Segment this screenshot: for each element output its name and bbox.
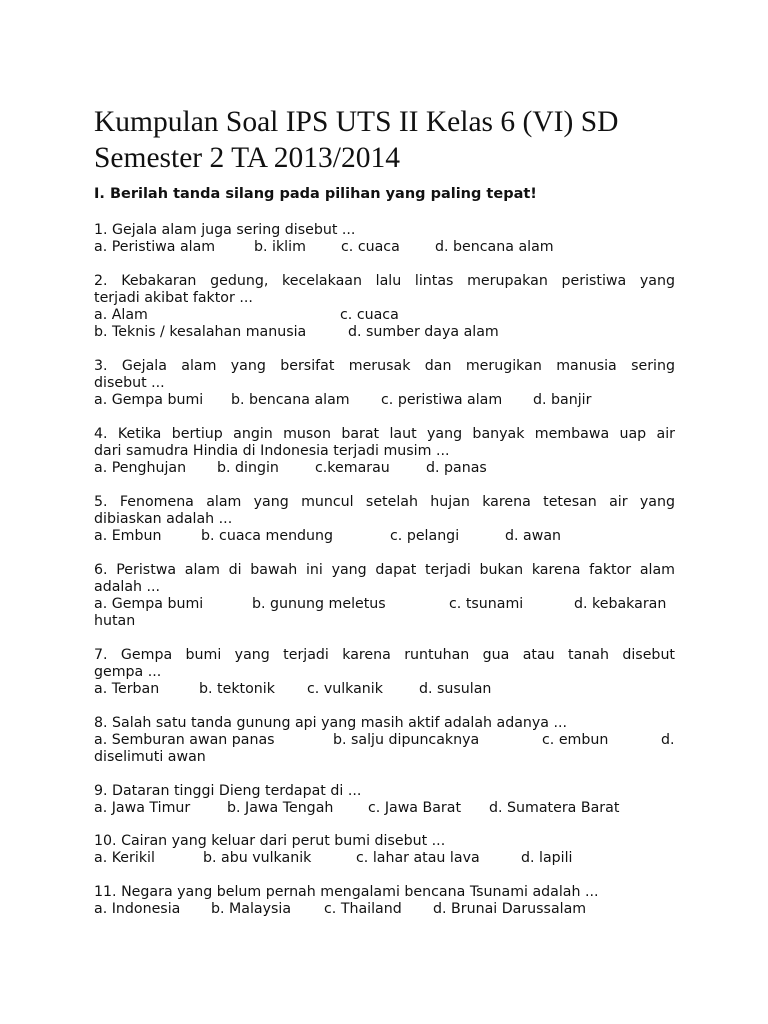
option-d: d. Brunai Darussalam: [433, 901, 587, 917]
option-b: b. abu vulkanik: [203, 850, 312, 866]
option-a: a. Penghujan: [94, 460, 187, 476]
option-c: c. cuaca: [340, 307, 399, 323]
option-b: b. dingin: [217, 460, 279, 476]
option-c: c. peristiwa alam: [381, 392, 503, 408]
question-text: 10. Cairan yang keluar dari perut bumi disebut ...: [94, 833, 446, 849]
option-d: d. bencana alam: [435, 239, 554, 255]
options-row: [94, 850, 675, 867]
option-d: d. kebakaran: [574, 596, 667, 612]
question-text: dibiaskan adalah ...: [94, 511, 233, 527]
option-b: b. cuaca mendung: [201, 528, 334, 544]
option-c: c. tsunami: [449, 596, 524, 612]
option-d: d. awan: [505, 528, 562, 544]
option-c: c. lahar atau lava: [356, 850, 480, 866]
question-10: [94, 833, 675, 867]
options-row: [94, 528, 675, 545]
question-5: [94, 494, 675, 545]
options-row: [94, 732, 675, 749]
question-1: [94, 222, 675, 256]
question-text: terjadi akibat faktor ...: [94, 290, 253, 306]
option-b: b. Teknis / kesalahan manusia: [94, 324, 307, 340]
question-text: gempa ...: [94, 664, 162, 680]
option-c: c. cuaca: [341, 239, 400, 255]
question-3: [94, 358, 675, 409]
option-a: a. Peristiwa alam: [94, 239, 216, 255]
question-2: [94, 273, 675, 341]
option-b: b. gunung meletus: [252, 596, 386, 612]
option-c: c. embun: [542, 732, 609, 748]
option-d: d. susulan: [419, 681, 492, 697]
option-d: d. panas: [426, 460, 487, 476]
option-a: a. Gempa bumi: [94, 596, 204, 612]
options-row: [94, 800, 675, 817]
options-row: [94, 460, 675, 477]
question-text: 6. Peristwa alam di bawah ini yang dapat terjadi bukan karena faktor alam: [94, 562, 675, 578]
options-row: [94, 392, 675, 409]
option-b: b. iklim: [254, 239, 306, 255]
options-row: [94, 901, 675, 918]
question-text: 1. Gejala alam juga sering disebut ...: [94, 222, 356, 238]
question-text: 2. Kebakaran gedung, kecelakaan lalu lintas merupakan peristiwa yang: [94, 273, 675, 289]
option-a: a. Alam: [94, 307, 148, 323]
question-7: [94, 647, 675, 698]
options-row: [94, 596, 675, 613]
option-d: d. lapili: [521, 850, 573, 866]
question-text: 11. Negara yang belum pernah mengalami bencana Tsunami adalah ...: [94, 884, 599, 900]
question-text: 4. Ketika bertiup angin muson barat laut yang banyak membawa uap air: [94, 426, 675, 442]
options-row: [94, 324, 675, 341]
option-c: c. Jawa Barat: [368, 800, 462, 816]
options-row: [94, 239, 675, 256]
option-c: c. pelangi: [390, 528, 460, 544]
question-11: [94, 884, 675, 918]
question-8: [94, 715, 675, 766]
option-a: a. Embun: [94, 528, 162, 544]
option-d: d.: [661, 732, 675, 748]
question-6: [94, 562, 675, 630]
option-a: a. Jawa Timur: [94, 800, 191, 816]
option-a: a. Gempa bumi: [94, 392, 204, 408]
option-continuation: diselimuti awan: [94, 749, 206, 765]
question-text: 8. Salah satu tanda gunung api yang masih aktif adalah adanya ...: [94, 715, 568, 731]
question-text: 7. Gempa bumi yang terjadi karena runtuhan gua atau tanah disebut: [94, 647, 675, 663]
option-continuation: hutan: [94, 613, 136, 629]
option-d: d. sumber daya alam: [348, 324, 499, 340]
question-text: dari samudra Hindia di Indonesia terjadi musim ...: [94, 443, 450, 459]
option-b: b. Jawa Tengah: [227, 800, 334, 816]
question-text: 3. Gejala alam yang bersifat merusak dan merugikan manusia sering: [94, 358, 675, 374]
question-text: 5. Fenomena alam yang muncul setelah hujan karena tetesan air yang: [94, 494, 675, 510]
option-a: a. Semburan awan panas: [94, 732, 275, 748]
option-b: b. Malaysia: [211, 901, 292, 917]
question-text: 9. Dataran tinggi Dieng terdapat di ...: [94, 783, 362, 799]
option-c: c.kemarau: [315, 460, 390, 476]
option-d: d. Sumatera Barat: [489, 800, 620, 816]
option-c: c. vulkanik: [307, 681, 383, 697]
options-row: [94, 307, 675, 324]
question-4: [94, 426, 675, 477]
option-b: b. salju dipuncaknya: [333, 732, 480, 748]
page-title: Kumpulan Soal IPS UTS II Kelas 6 (VI) SD Semester 2 TA 2013/2014: [94, 106, 619, 174]
option-a: a. Terban: [94, 681, 160, 697]
question-text: disebut ...: [94, 375, 165, 391]
option-b: b. tektonik: [199, 681, 275, 697]
question-text: adalah ...: [94, 579, 161, 595]
option-b: b. bencana alam: [231, 392, 350, 408]
option-d: d. banjir: [533, 392, 592, 408]
option-a: a. Kerikil: [94, 850, 155, 866]
option-a: a. Indonesia: [94, 901, 181, 917]
question-9: [94, 783, 675, 817]
option-c: c. Thailand: [324, 901, 402, 917]
instruction: I. Berilah tanda silang pada pilihan yang paling tepat!: [94, 186, 537, 202]
options-row: [94, 681, 675, 698]
